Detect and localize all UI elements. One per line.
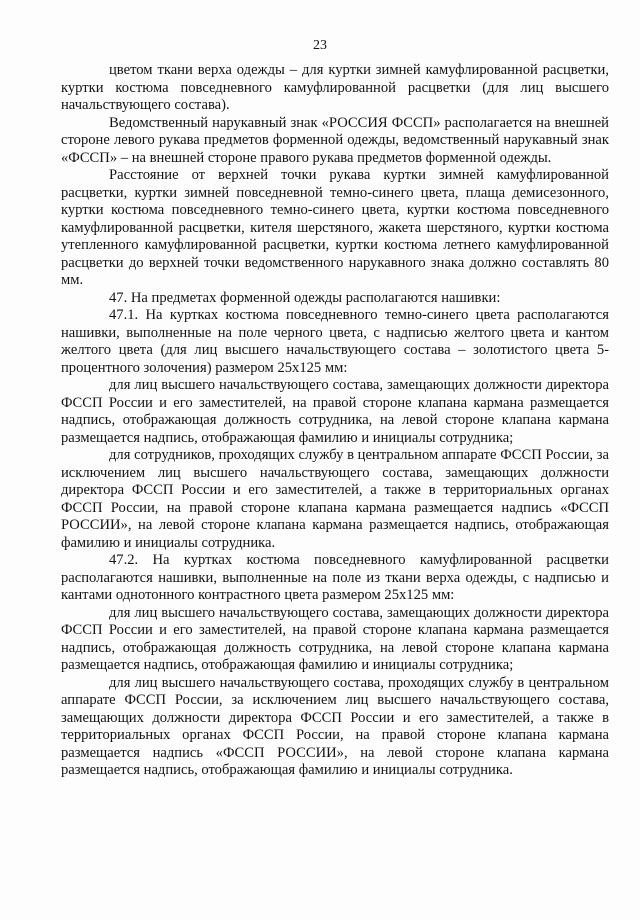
paragraph-47-2-senior: для лиц высшего начальствующего состава, замещающих должности директора ФССП России и его заместителей, на правой стороне клапана кармана размещается надпись, отображающая должность сотрудника, на левой стороне клапана кармана размещается надпись, отображающая фамилию и инициалы сотрудника;: [61, 604, 609, 673]
paragraph-47: 47. На предметах форменной одежды располагаются нашивки:: [109, 289, 501, 306]
paragraph-sleeve-color: цветом ткани верха одежды – для куртки зимней камуфлированной расцветки, куртки костюма повседневного камуфлированной расцветки (для лиц высшего начальствующего состава).: [61, 62, 609, 113]
paragraph-47-2: 47.2. На куртках костюма повседневного камуфлированной расцветки располагаются нашивки, выполненные на поле из ткани верха одежды, с надписью и кантами однотонного контрастного цвета размером 25х125 мм:: [61, 552, 609, 603]
page-number: 23: [313, 38, 327, 53]
paragraph-47-1-senior: для лиц высшего начальствующего состава, замещающих должности директора ФССП России и его заместителей, на правой стороне клапана кармана размещается надпись, отображающая должность сотрудника, на левой стороне клапана кармана размещается надпись, отображающая фамилию и инициалы сотрудника;: [61, 377, 609, 446]
document-body: [61, 62, 609, 780]
paragraph-47-2-staff: для лиц высшего начальствующего состава, проходящих службу в центральном аппарате ФССП России, за исключением лиц высшего начальствующего состава, замещающих должности директора ФССП России и его заместителей, а также в территориальных органах ФССП России, на правой стороне клапана кармана размещается надпись «ФССП РОССИИ», на левой стороне клапана кармана размещается надпись, отображающая фамилию и инициалы сотрудника.: [61, 674, 609, 778]
paragraph-sleeve-badge: Ведомственный нарукавный знак «РОССИЯ ФССП» располагается на внешней стороне левого рукава предметов форменной одежды, ведомственный нарукавный знак «ФССП» – на внешней стороне правого рукава предметов форменной одежды.: [61, 114, 609, 166]
paragraph-badge-distance: Расстояние от верхней точки рукава куртки зимней камуфлированной расцветки, куртки зимней повседневной темно-синего цвета, плаща демисезонного, куртки костюма повседневного темно-синего цвета, куртки костюма повседневного камуфлированной расцветки, кителя шерстяного, жакета шерстяного, куртки костюма утепленного камуфлированной расцветки, куртки костюма летнего камуфлированной расцветки до верхней точки ведомственного нарукавного знака должно составлять 80 мм.: [61, 167, 609, 288]
paragraph-47-1: 47.1. На куртках костюма повседневного темно-синего цвета располагаются нашивки, выполненные на поле черного цвета, с надписью желтого цвета и кантом желтого цвета (для лиц высшего начальствующего состава – золотистого цвета 5-процентного золочения) размером 25х125 мм:: [61, 307, 609, 376]
paragraph-47-1-staff: для сотрудников, проходящих службу в центральном аппарате ФССП России, за исключением лиц высшего начальствующего состава, замещающих должности директора ФССП России и его заместителей, а также в территориальных органах ФССП России, на правой стороне клапана кармана размещается надпись «ФССП РОССИИ», на левой стороне клапана кармана размещается надпись, отображающая фамилию и инициалы сотрудника.: [61, 447, 609, 551]
